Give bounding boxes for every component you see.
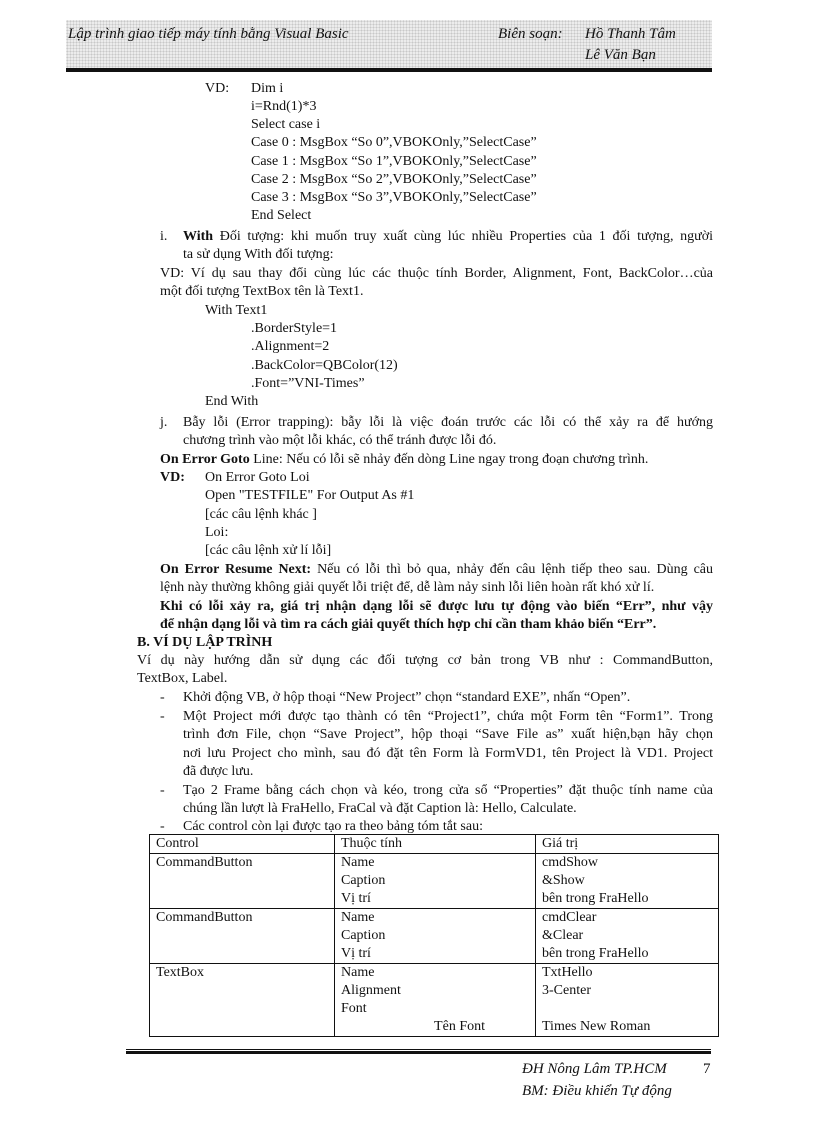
- select-code-line: Dim i: [251, 81, 284, 96]
- select-code-line: Case 2 : MsgBox “So 2”,VBOKOnly,”SelectCase”: [251, 172, 537, 187]
- with-code-close: End With: [205, 394, 259, 409]
- bullet-4: Các control còn lại được tạo ra theo bảng tóm tắt sau:: [183, 819, 483, 834]
- bullet-3-line-1: Tạo 2 Frame bằng cách chọn và kéo, trong cửa sổ “Properties” đặt thuộc tính name của: [183, 783, 713, 798]
- header-rule: [66, 68, 712, 72]
- select-code-line: Case 3 : MsgBox “So 3”,VBOKOnly,”SelectCase”: [251, 190, 537, 205]
- table-header-cell: Thuộc tính: [335, 835, 536, 854]
- with-code-line: .Font=”VNI-Times”: [251, 376, 365, 391]
- bullet-3-line-2: chúng lần lượt là FraHello, FraCal và đặt Caption là: Hello, Calculate.: [183, 801, 577, 816]
- select-code-line: Select case i: [251, 117, 321, 132]
- with-text-2: ta sử dụng With đối tượng:: [183, 247, 334, 262]
- with-code-open: With Text1: [205, 303, 268, 318]
- table-row: [150, 964, 719, 1037]
- prop-subname: [341, 1018, 529, 1036]
- prop-value: cmdClear: [542, 910, 597, 925]
- table-cell-values: [536, 964, 719, 1037]
- page-header: [66, 20, 712, 68]
- prop-value: TxtHello: [542, 965, 593, 980]
- with-keyword: With: [183, 229, 214, 244]
- table-row: [150, 909, 719, 964]
- with-vd-line-2: một đối tượng TextBox tên là Text1.: [160, 284, 364, 299]
- footer-rule-thick: [126, 1051, 711, 1054]
- error-code-line: Open "TESTFILE" For Output As #1: [205, 488, 415, 503]
- footer-department: BM: Điều khiển Tự động: [522, 1083, 672, 1099]
- with-code-line: .BorderStyle=1: [251, 321, 338, 336]
- error-text-2: chương trình vào một lỗi khác, có thể tránh được lỗi đó.: [183, 433, 497, 448]
- resume-text-1: Nếu có lỗi thì bỏ qua, nhảy đến câu lệnh tiếp theo sau. Dùng câu: [311, 562, 713, 577]
- with-paragraph-line-1: [183, 228, 713, 245]
- bullet-2-line-2: trình đơn File, chọn “Save Project”, hộp thoại “Save File as” xuất hiện,bạn hãy chọn: [183, 727, 713, 742]
- select-code-line: End Select: [251, 208, 312, 223]
- error-code-first: On Error Goto Loi: [205, 470, 310, 485]
- footer-school: ĐH Nông Lâm TP.HCM: [522, 1061, 667, 1077]
- table-cell-control: TextBox: [150, 964, 335, 1037]
- resume-text-2: lệnh này thường không giải quyết lỗi triệt để, dễ làm nảy sinh lỗi liên hoàn rất khó xử lí.: [160, 580, 655, 595]
- goto-text: Line: Nếu có lỗi sẽ nhảy đến dòng Line ngay trong đoạn chương trình.: [249, 452, 649, 467]
- table-cell-control: CommandButton: [150, 909, 335, 964]
- footer-page-number: 7: [703, 1061, 711, 1077]
- error-marker: j.: [160, 415, 168, 430]
- prop-name: Name: [341, 965, 375, 980]
- error-code-line: [các câu lệnh khác ]: [205, 507, 317, 522]
- table-cell-props: [335, 854, 536, 909]
- prop-name: Vị trí: [341, 946, 371, 961]
- bullet-2-line-4: đã được lưu.: [183, 764, 254, 779]
- prop-name: Name: [341, 855, 375, 870]
- table-cell-props: [335, 909, 536, 964]
- err-note-line-2: để nhận dạng lỗi và tìm ra cách giải quyết thích hợp chỉ cần tham khảo biến “Err”.: [160, 617, 657, 632]
- section-b-intro-2: TextBox, Label.: [137, 671, 228, 686]
- prop-value: &Clear: [542, 928, 584, 943]
- with-code-line: .BackColor=QBColor(12): [251, 358, 398, 373]
- prop-name: Vị trí: [341, 891, 371, 906]
- table-header-row: [150, 835, 719, 854]
- resume-keyword: On Error Resume Next:: [160, 562, 312, 577]
- prop-value: bên trong FraHello: [542, 946, 649, 961]
- bullet-dash: -: [160, 819, 165, 834]
- table-header-cell: Giá trị: [536, 835, 719, 854]
- prop-name: Caption: [341, 928, 386, 943]
- table-cell-values: [536, 909, 719, 964]
- error-code-line: Loi:: [205, 525, 229, 540]
- goto-keyword: On Error Goto: [160, 452, 250, 467]
- err-note-line-1: Khi có lỗi xảy ra, giá trị nhận dạng lỗi sẽ được lưu tự động vào biến “Err”, như vậy: [160, 599, 713, 614]
- section-b-intro-1: Ví dụ này hướng dẫn sử dụng các đối tượng cơ bản trong VB như : CommandButton,: [137, 653, 713, 668]
- prop-name: Name: [341, 910, 375, 925]
- header-compiled-by-label: Biên soạn:: [498, 26, 563, 42]
- with-vd-line-1: VD: Ví dụ sau thay đổi cùng lúc các thuộc tính Border, Alignment, Font, BackColor…của: [160, 266, 713, 281]
- table-cell-values: [536, 854, 719, 909]
- footer-rule-thin: [126, 1049, 711, 1050]
- table-cell-props: [335, 964, 536, 1037]
- prop-value: [542, 1000, 712, 1018]
- prop-value: bên trong FraHello: [542, 891, 649, 906]
- with-marker: i.: [160, 229, 168, 244]
- prop-name: Alignment: [341, 983, 401, 998]
- bullet-2-line-1: Một Project mới được tạo thành có tên “Project1”, chứa một Form tên “Form1”. Trong: [183, 709, 713, 724]
- select-code-line: Case 1 : MsgBox “So 1”,VBOKOnly,”SelectCase”: [251, 154, 537, 169]
- error-vd-label: VD:: [160, 470, 185, 485]
- with-text-1: Đối tượng: khi muốn truy xuất cùng lúc nhiều Properties của 1 đối tượng, người: [213, 229, 713, 244]
- prop-font-name: Tên Font: [434, 1019, 485, 1034]
- select-vd-label: VD:: [205, 81, 230, 96]
- bullet-dash: -: [160, 783, 165, 798]
- table-header-cell: Control: [150, 835, 335, 854]
- prop-value: Times New Roman: [542, 1019, 651, 1034]
- prop-name: Caption: [341, 873, 386, 888]
- goto-line: [160, 451, 648, 468]
- select-code-line: Case 0 : MsgBox “So 0”,VBOKOnly,”SelectCase”: [251, 135, 537, 150]
- bullet-1: Khởi động VB, ở hộp thoại “New Project” chọn “standard EXE”, nhấn “Open”.: [183, 690, 631, 705]
- error-text-1: Bẫy lỗi (Error trapping): bẫy lỗi là việc đoán trước các lỗi có thể xảy ra để hướng: [183, 415, 713, 430]
- header-author-2: Lê Văn Bạn: [585, 47, 656, 63]
- with-code-line: .Alignment=2: [251, 339, 330, 354]
- section-b-heading: B. VÍ DỤ LẬP TRÌNH: [137, 635, 273, 650]
- bullet-dash: -: [160, 709, 165, 724]
- error-code-line: [các câu lệnh xử lí lỗi]: [205, 543, 332, 558]
- prop-value: cmdShow: [542, 855, 598, 870]
- header-author-1: Hồ Thanh Tâm: [585, 26, 676, 42]
- bullet-2-line-3: nơi lưu Project cho mình, sau đó đặt tên Form là FormVD1, tên Project là VD1. Project: [183, 746, 713, 761]
- prop-value: &Show: [542, 873, 585, 888]
- controls-table: [149, 834, 719, 1037]
- prop-name: Font: [341, 1001, 367, 1016]
- prop-value: 3-Center: [542, 983, 591, 998]
- select-code-line: i=Rnd(1)*3: [251, 99, 317, 114]
- bullet-dash: -: [160, 690, 165, 705]
- table-cell-control: CommandButton: [150, 854, 335, 909]
- table-row: [150, 854, 719, 909]
- header-title: Lập trình giao tiếp máy tính bằng Visual Basic: [68, 26, 349, 42]
- resume-line-1: [160, 561, 713, 578]
